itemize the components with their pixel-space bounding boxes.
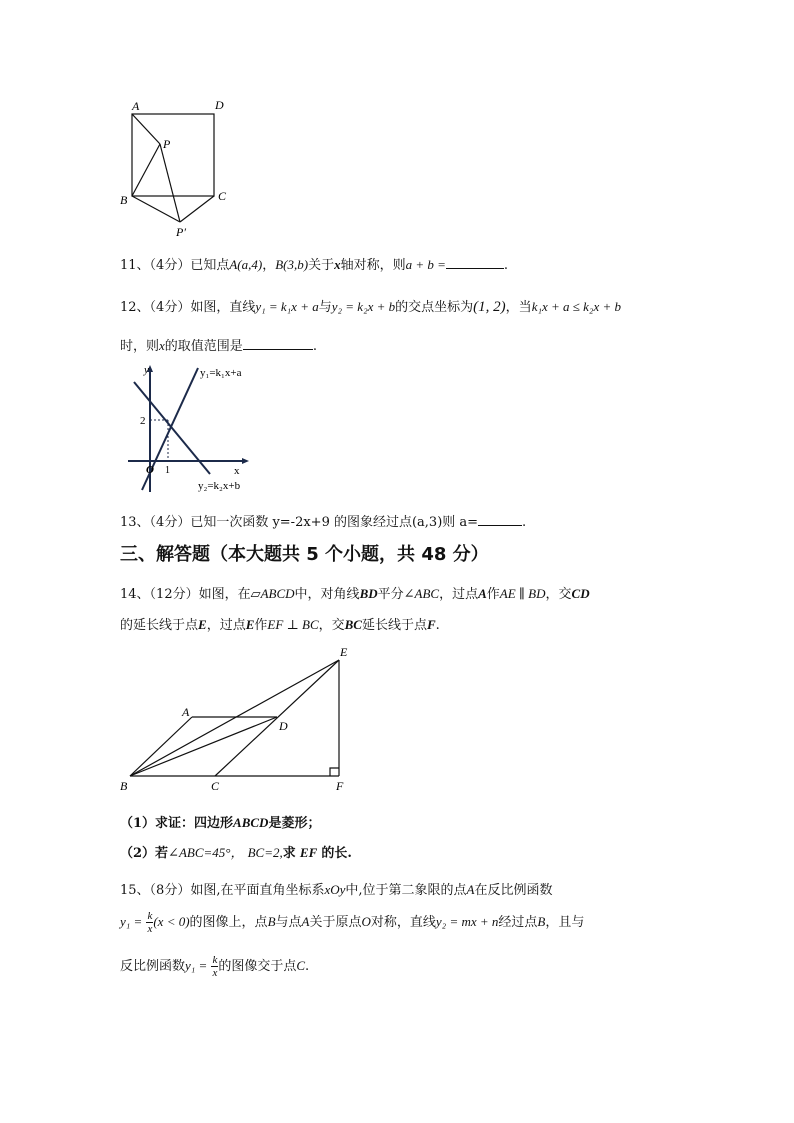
q12-text: 的交点坐标为 (395, 300, 474, 315)
q12-point: (1, 2) (473, 299, 506, 315)
q11-sep: ， (262, 258, 276, 273)
question-13 (120, 511, 526, 530)
question-15-line3 (120, 954, 309, 979)
q11-x: x (334, 257, 341, 272)
q14-f: F (427, 617, 436, 632)
q14-bd: BD (359, 586, 378, 601)
section-heading: 三、解答题（本大题共 5 个小题，共 48 分） (120, 544, 489, 565)
q11-number: 11、（4分）已知点 (120, 258, 230, 273)
q14-part1-text2: 是菱形； (268, 816, 321, 831)
q15-text9: 反比例函数 (120, 959, 186, 974)
square-figure (112, 94, 237, 240)
label-C: C (218, 189, 227, 203)
q12-text2: 时，则 (120, 339, 160, 354)
q15-text2: 在反比例函数 (474, 883, 553, 898)
q14-text10: 延长线于点 (361, 618, 427, 633)
label-D: D (215, 98, 224, 112)
q15-x2: x (212, 967, 218, 979)
label-P: P (163, 137, 171, 151)
origin-label: O (146, 464, 154, 476)
q14-text5: ，交 (545, 587, 572, 602)
label-C: C (211, 779, 220, 793)
q12-text3: 的取值范围是 (164, 339, 243, 354)
q15-text5: 关于原点 (309, 915, 362, 930)
q14-e: E (198, 617, 207, 632)
q14-a: A (478, 586, 487, 601)
q14-text6: 的延长线于点 (120, 618, 199, 633)
q14-text2: 平分 (377, 587, 404, 602)
q15-b: B (267, 914, 276, 929)
q15-y1b: y₁ = (185, 958, 208, 973)
q15-text: 中,位于第二象限的点 (345, 883, 467, 898)
q15-text6: 对称，直线 (370, 915, 436, 930)
q15-end: . (305, 959, 310, 974)
question-15-line1 (120, 879, 553, 898)
line2-label: y₂=k₂x+b (198, 480, 241, 492)
y-axis-label: y (144, 364, 149, 376)
question-15-line2 (120, 910, 584, 935)
label-F: F (336, 779, 344, 793)
q12-line2-eq: y₂ = k₂x + b (331, 299, 396, 314)
q12-x: x (159, 338, 165, 353)
q12-end: . (312, 339, 317, 354)
q12-answer-blank[interactable] (243, 348, 313, 350)
q12-when: ，当 (505, 300, 532, 315)
label-D: D (279, 719, 288, 733)
q15-number: 15、（8分）如图,在平面直角坐标系 (120, 883, 325, 898)
q14-ef-perp-bc: EF ⊥ BC (267, 617, 319, 632)
q15-text7: 经过点 (498, 915, 538, 930)
q14-bc: BC (344, 617, 362, 632)
q14-text: 中，对角线 (294, 587, 360, 602)
q15-c: C (296, 958, 306, 973)
tick-1-label: 1 (165, 465, 170, 476)
q14-cd: CD (571, 586, 590, 601)
linear-graph (122, 362, 292, 496)
q15-text10: 的图像交于点 (218, 959, 297, 974)
label-A: A (182, 705, 190, 719)
q11-end: . (503, 258, 509, 273)
label-E: E (340, 645, 348, 659)
label-B: B (120, 779, 128, 793)
q14-text7: ，过点 (206, 618, 246, 633)
q14-abcd: ABCD (233, 815, 269, 830)
question-12-line1 (120, 296, 621, 316)
q15-xoy: xOy (324, 882, 346, 897)
q12-line1-eq: y₁ = k₁x + a (255, 299, 319, 314)
q14-ef: EF (299, 845, 318, 860)
q15-x: x (147, 923, 153, 935)
q13-answer-blank[interactable] (478, 524, 522, 526)
rhombus-figure (112, 642, 362, 798)
question-11 (120, 254, 508, 273)
q14-ae-parallel-bd: AE ∥ BD (499, 586, 546, 601)
q14-part2-text2: 求 (282, 846, 296, 861)
q14-parallelogram: ▱ABCD (250, 586, 295, 601)
x-axis-label: x (234, 465, 240, 477)
tick-2-label: 2 (140, 415, 146, 427)
q14-part2-text3: 的长. (321, 846, 352, 861)
q13-end: . (522, 515, 527, 530)
q15-y2: y₂ = mx + n (435, 914, 499, 929)
q12-with: 与 (318, 300, 332, 315)
q15-y1: y₁ = (120, 914, 143, 929)
q15-a: A (466, 882, 475, 897)
q14-text8: 作 (254, 618, 268, 633)
q12-number: 12、（4分）如图，直线 (120, 300, 256, 315)
label-A: A (132, 99, 140, 113)
q14-angle-45: ∠ABC=45°， (168, 845, 244, 860)
q14-part2-text: （2）若 (120, 846, 169, 861)
q14-text3: ，过点 (439, 587, 479, 602)
line1-label: y₁=k₁x+a (200, 367, 242, 379)
q15-condition: (x < 0) (153, 914, 190, 929)
q11-text2: 轴对称，则 (340, 258, 406, 273)
question-14-part1 (120, 812, 320, 831)
q15-o: O (361, 914, 371, 929)
label-B: B (120, 193, 128, 207)
q15-text4: 与点 (275, 915, 302, 930)
q14-angle: ∠ABC (403, 586, 440, 601)
q14-end: . (435, 618, 440, 633)
q14-part1-text: （1）求证：四边形 (120, 816, 234, 831)
q14-text4: 作 (486, 587, 500, 602)
q14-number: 14、（12分）如图，在 (120, 587, 251, 602)
question-14-part2 (120, 842, 352, 861)
q15-a2: A (301, 914, 310, 929)
q11-answer-blank[interactable] (446, 267, 504, 269)
q15-text3: 的图像上，点 (189, 915, 268, 930)
q11-point-b: B(3,b) (275, 257, 309, 272)
q15-text8: ，且与 (545, 915, 585, 930)
q11-point-a: A(a,4) (229, 257, 263, 272)
q13-text: 13、（4分）已知一次函数 y=-2x+9 的图象经过点(a,3)则 a= (120, 515, 479, 530)
q11-text: 关于 (308, 258, 335, 273)
q15-k2: k (212, 954, 218, 966)
question-14-line1 (120, 583, 590, 602)
q14-bc-2: BC=2, (247, 845, 283, 860)
q15-b2: B (537, 914, 546, 929)
q14-text9: ，交 (318, 618, 345, 633)
label-P-prime: P′ (176, 225, 186, 239)
question-14-line2 (120, 614, 440, 633)
q11-expr: a + b = (405, 257, 446, 272)
q15-k: k (147, 910, 153, 922)
q14-e2: E (245, 617, 255, 632)
q12-inequality: k₁x + a ≤ k₂x + b (531, 299, 621, 314)
question-12-line2 (120, 335, 317, 354)
